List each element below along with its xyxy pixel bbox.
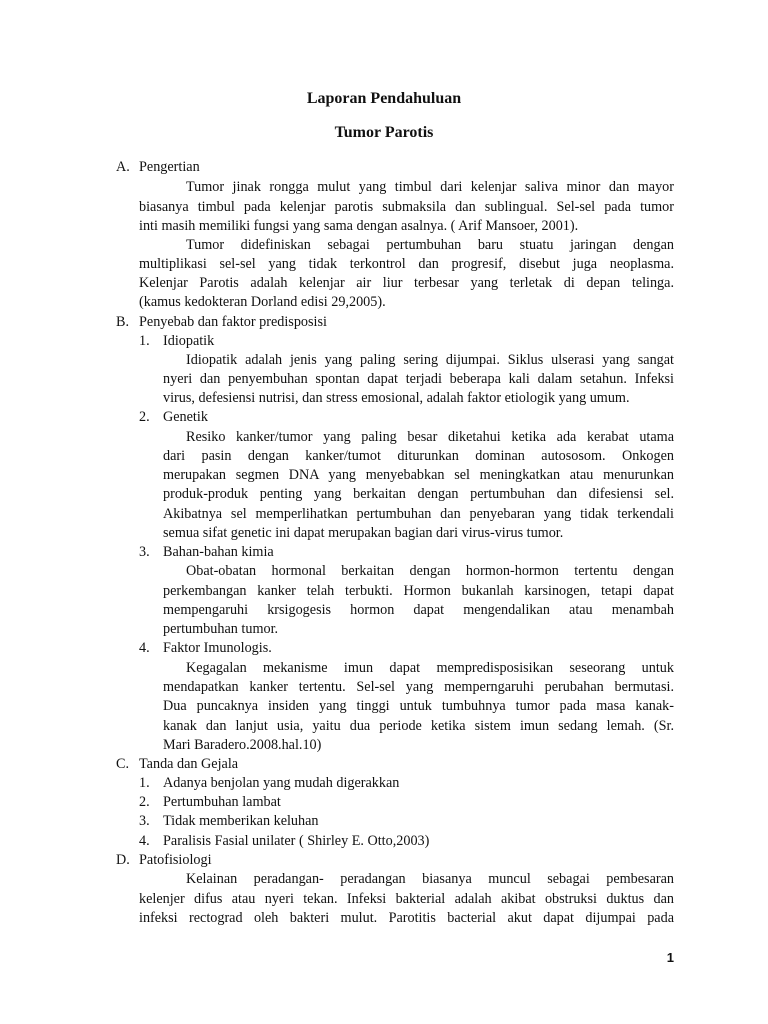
paragraph-line: multiplikasi sel-sel yang tidak terkontrol dan progresif, disebut juga neoplasma. bbox=[139, 256, 674, 272]
section-b-title: Penyebab dan faktor predisposisi bbox=[139, 314, 327, 330]
section-a-title: Pengertian bbox=[139, 159, 200, 175]
list-item: Pertumbuhan lambat bbox=[163, 794, 281, 810]
section-b-label: B. bbox=[116, 314, 130, 330]
paragraph-line: Mari Baradero.2008.hal.10) bbox=[163, 737, 322, 753]
paragraph-line: virus, defesiensi nutrisi, dan stress emosional, adalah faktor etiologik yang umum. bbox=[163, 390, 630, 406]
paragraph-line: mendapatkan kanker tertentu. Sel-sel yang memperngaruhi perubahan bermutasi. bbox=[163, 679, 674, 695]
paragraph-line: merupakan segmen DNA yang menyebabkan sel meningkatkan atau menurunkan bbox=[163, 467, 674, 483]
paragraph-line: semua sifat genetic ini dapat merupakan bagian dari virus-virus tumor. bbox=[163, 525, 564, 541]
page-number: 1 bbox=[666, 950, 674, 965]
paragraph-line: Obat-obatan hormonal berkaitan dengan hormon-hormon tertentu dengan bbox=[186, 563, 674, 579]
list-number: 3. bbox=[139, 544, 150, 560]
paragraph-line: kanak dan lanjut usia, yaitu dua periode ketika sistem imun sedang lemah. (Sr. bbox=[163, 718, 674, 734]
paragraph-line: mempengaruhi krsigogesis hormon dapat mengendalikan atau menambah bbox=[163, 602, 674, 618]
list-number: 1. bbox=[139, 775, 150, 791]
section-d-title: Patofisiologi bbox=[139, 852, 212, 868]
paragraph-line: Resiko kanker/tumor yang paling besar diketahui ketika ada kerabat utama bbox=[186, 429, 674, 445]
paragraph-line: Tumor jinak rongga mulut yang timbul dari kelenjar saliva minor dan mayor bbox=[186, 179, 674, 195]
paragraph-line: Kelenjar Parotis adalah kelenjar air liur terbesar yang terletak di depan telinga. bbox=[139, 275, 674, 291]
section-a-label: A. bbox=[116, 159, 130, 175]
document-subtitle: Tumor Parotis bbox=[334, 124, 434, 141]
list-number: 4. bbox=[139, 640, 150, 656]
list-number: 2. bbox=[139, 409, 150, 425]
list-number: 1. bbox=[139, 333, 150, 349]
paragraph-line: nyeri dan penyembuhan spontan dapat terjadi beberapa kali dalam setahun. Infeksi bbox=[163, 371, 674, 387]
paragraph-line: produk-produk penting yang berkaitan dengan pertumbuhan dan difesiensi sel. bbox=[163, 486, 674, 502]
paragraph-line: perkembangan kanker telah terbukti. Hormon bukanlah karsinogen, tetapi dapat bbox=[163, 583, 674, 599]
paragraph-line: Kelainan peradangan- peradangan biasanya muncul sebagai pembesaran bbox=[186, 871, 674, 887]
paragraph-line: pertumbuhan tumor. bbox=[163, 621, 279, 637]
paragraph-line: Dua puncaknya insiden yang tinggi untuk tumbuhnya tumor pada masa kanak- bbox=[163, 698, 674, 714]
section-c-label: C. bbox=[116, 756, 130, 772]
paragraph-line: Tumor didefiniskan sebagai pertumbuhan baru stuatu jaringan dengan bbox=[186, 237, 674, 253]
paragraph-line: dari pasin dengan kanker/tumot diturunkan dominan autososom. Onkogen bbox=[163, 448, 674, 464]
list-item: Tidak memberikan keluhan bbox=[163, 813, 319, 829]
section-c-title: Tanda dan Gejala bbox=[139, 756, 239, 772]
document-title: Laporan Pendahuluan bbox=[306, 90, 462, 107]
list-item: Paralisis Fasial unilater ( Shirley E. Otto,2003) bbox=[163, 833, 430, 849]
paragraph-line: biasanya timbul pada kelenjar parotis submaksila dan sublingual. Sel-sel pada tumor bbox=[139, 199, 674, 215]
list-number: 2. bbox=[139, 794, 150, 810]
paragraph-line: inti masih memiliki fungsi yang sama dengan asalnya. ( Arif Mansoer, 2001). bbox=[139, 218, 579, 234]
list-item-title: Faktor Imunologis. bbox=[163, 640, 272, 656]
list-number: 4. bbox=[139, 833, 150, 849]
list-item: Adanya benjolan yang mudah digerakkan bbox=[163, 775, 400, 791]
paragraph-line: Kegagalan mekanisme imun dapat mempredisposisikan seseorang untuk bbox=[186, 660, 674, 676]
list-item-title: Genetik bbox=[163, 409, 208, 425]
list-number: 3. bbox=[139, 813, 150, 829]
paragraph-line: infeksi rectograd oleh bakteri mulut. Parotitis bacterial akut dapat dijumpai pada bbox=[139, 910, 674, 926]
paragraph-line: Akibatnya sel memperlihatkan pertumbuhan dan penyebaran yang tidak terkendali bbox=[163, 506, 674, 522]
list-item-title: Bahan-bahan kimia bbox=[163, 544, 274, 560]
paragraph-line: kelenjer difus atau nyeri tekan. Infeksi bakterial adalah akibat obstruksi duktus dan bbox=[139, 891, 674, 907]
list-item-title: Idiopatik bbox=[163, 333, 215, 349]
section-d-label: D. bbox=[116, 852, 130, 868]
paragraph-line: (kamus kedokteran Dorland edisi 29,2005). bbox=[139, 294, 386, 310]
paragraph-line: Idiopatik adalah jenis yang paling sering dijumpai. Siklus ulserasi yang sangat bbox=[186, 352, 674, 368]
